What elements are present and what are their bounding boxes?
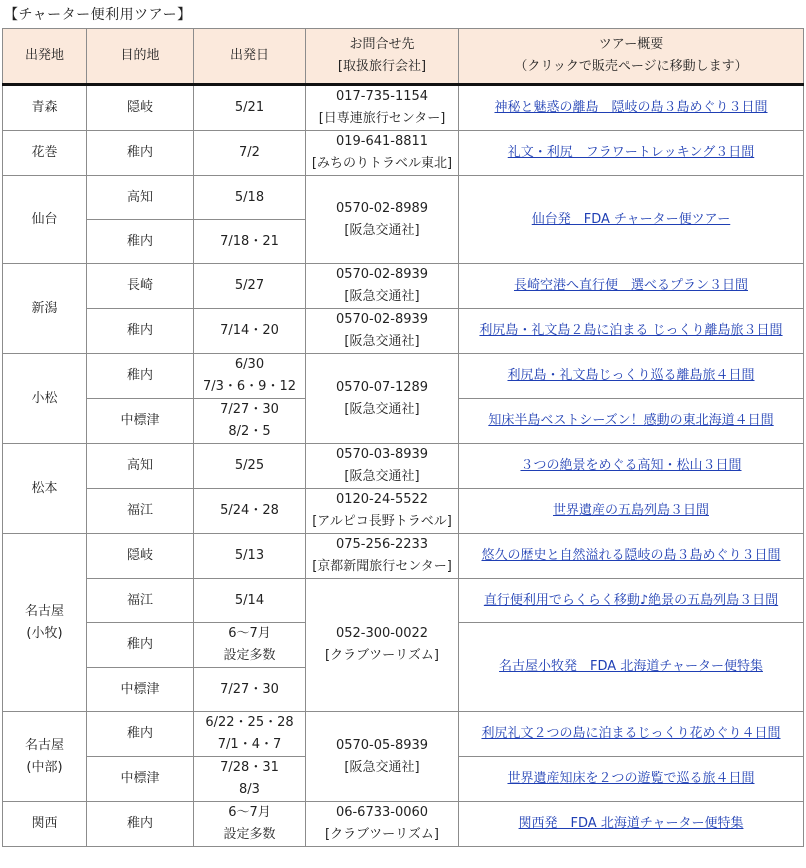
- origin-cell: 松本: [3, 444, 87, 534]
- origin-cell: [3, 712, 87, 802]
- date-cell: [194, 802, 306, 847]
- header-origin: 出発地: [3, 29, 87, 85]
- destination-cell: 稚内: [87, 131, 194, 176]
- date-cell: [194, 399, 306, 444]
- contact-agency: [京都新聞旅行センター]: [312, 559, 452, 574]
- date-cell: [194, 354, 306, 399]
- table-row: [3, 85, 804, 131]
- origin-cell: 青森: [3, 85, 87, 131]
- date-line2: 7/3・6・9・12: [202, 379, 296, 394]
- date-line1: 6/22・25・28: [205, 715, 294, 730]
- contact-tel: 0570-02-8939: [335, 267, 429, 282]
- table-row: [3, 354, 804, 399]
- tour-link[interactable]: 悠久の歴史と自然溢れる隠岐の島３島めぐり３日間: [481, 548, 781, 563]
- tour-cell: [459, 309, 804, 354]
- tour-cell: [459, 579, 804, 623]
- tour-cell: [459, 85, 804, 131]
- destination-cell: 稚内: [87, 712, 194, 757]
- contact-tel: 06-6733-0060: [335, 805, 429, 820]
- destination-cell: 稚内: [87, 623, 194, 668]
- header-contact: [306, 29, 459, 85]
- table-row: [3, 131, 804, 176]
- contact-agency: [日専連旅行センター]: [318, 111, 446, 126]
- date-cell: 5/18: [194, 176, 306, 220]
- table-row: [3, 176, 804, 220]
- destination-cell: 稚内: [87, 220, 194, 264]
- destination-cell: 隠岐: [87, 85, 194, 131]
- table-row: [3, 264, 804, 309]
- tour-cell: [459, 399, 804, 444]
- date-line2: 8/3: [239, 782, 260, 797]
- table-header-row: [3, 29, 804, 85]
- destination-cell: 高知: [87, 176, 194, 220]
- contact-cell: [306, 354, 459, 444]
- date-cell: 7/18・21: [194, 220, 306, 264]
- contact-agency: [クラブツーリズム]: [325, 648, 439, 663]
- destination-cell: 福江: [87, 579, 194, 623]
- tour-cell: [459, 534, 804, 579]
- date-cell: 5/21: [194, 85, 306, 131]
- header-summary-line1: ツアー概要: [598, 37, 664, 52]
- contact-tel: 075-256-2233: [335, 537, 429, 552]
- destination-cell: 中標津: [87, 399, 194, 444]
- tour-link[interactable]: 利尻島・礼文島２島に泊まる じっくり離島旅３日間: [479, 323, 783, 338]
- date-cell: 5/25: [194, 444, 306, 489]
- date-line2: 7/1・4・7: [217, 737, 282, 752]
- tour-cell: [459, 354, 804, 399]
- tour-cell: [459, 757, 804, 802]
- charter-tour-table: [2, 28, 804, 847]
- tour-link[interactable]: 名古屋小牧発 FDA 北海道チャーター便特集: [499, 659, 763, 674]
- tour-link[interactable]: 長崎空港へ直行便 選べるプラン３日間: [513, 278, 748, 293]
- contact-tel: 052-300-0022: [335, 626, 429, 641]
- date-cell: 5/13: [194, 534, 306, 579]
- contact-cell: [306, 264, 459, 309]
- date-line1: 6～7月: [228, 626, 271, 641]
- origin-cell: 小松: [3, 354, 87, 444]
- tour-link[interactable]: 利尻島・礼文島じっくり巡る離島旅４日間: [507, 368, 755, 383]
- destination-cell: 隠岐: [87, 534, 194, 579]
- tour-cell: [459, 623, 804, 712]
- origin-line2: (中部): [26, 759, 63, 775]
- contact-cell: [306, 712, 459, 802]
- contact-cell: [306, 579, 459, 712]
- tour-cell: [459, 264, 804, 309]
- header-summary: [459, 29, 804, 85]
- origin-line2: (小牧): [26, 625, 63, 641]
- header-summary-line2: （クリックで販売ページに移動します）: [514, 59, 748, 74]
- contact-agency: [阪急交通社]: [344, 222, 420, 238]
- contact-cell: [306, 176, 459, 264]
- table-row: [3, 579, 804, 623]
- destination-cell: 福江: [87, 489, 194, 534]
- date-line2: 設定多数: [223, 648, 276, 663]
- header-contact-line2: [取扱旅行会社]: [337, 59, 427, 74]
- contact-cell: [306, 802, 459, 847]
- date-line2: 8/2・5: [228, 424, 271, 439]
- origin-cell: [3, 534, 87, 712]
- origin-line1: 名古屋: [24, 603, 64, 619]
- date-cell: [194, 623, 306, 668]
- origin-cell: 新潟: [3, 264, 87, 354]
- destination-cell: 中標津: [87, 757, 194, 802]
- tour-link[interactable]: 世界遺産の五島列島３日間: [552, 503, 709, 518]
- tour-cell: [459, 489, 804, 534]
- tour-link[interactable]: 直行便利用でらくらく移動♪絶景の五島列島３日間: [483, 592, 779, 608]
- date-line1: 6/30: [234, 357, 265, 372]
- contact-tel: 017-735-1154: [335, 89, 429, 104]
- contact-cell: [306, 85, 459, 131]
- table-row: [3, 534, 804, 579]
- contact-cell: [306, 534, 459, 579]
- date-cell: 7/2: [194, 131, 306, 176]
- contact-cell: [306, 489, 459, 534]
- contact-agency: [阪急交通社]: [344, 401, 420, 417]
- contact-agency: [クラブツーリズム]: [325, 827, 439, 842]
- table-row: [3, 802, 804, 847]
- contact-tel: 0570-05-8939: [335, 737, 429, 753]
- header-contact-line1: お問合せ先: [349, 37, 415, 52]
- contact-tel: 019-641-8811: [335, 134, 429, 149]
- tour-link[interactable]: 仙台発 FDA チャーター便ツアー: [531, 211, 731, 227]
- destination-cell: 長崎: [87, 264, 194, 309]
- tour-link[interactable]: 世界遺産知床を２つの遊覧で巡る旅４日間: [507, 771, 755, 786]
- contact-agency: [阪急交通社]: [344, 469, 420, 484]
- header-destination: 目的地: [87, 29, 194, 85]
- date-line2: 設定多数: [223, 827, 276, 842]
- origin-cell: 関西: [3, 802, 87, 847]
- contact-cell: [306, 309, 459, 354]
- tour-cell: [459, 131, 804, 176]
- tour-link[interactable]: 利尻礼文２つの島に泊まるじっくり花めぐり４日間: [481, 726, 781, 741]
- tour-cell: [459, 712, 804, 757]
- contact-tel: 0570-03-8939: [335, 447, 429, 462]
- destination-cell: 中標津: [87, 668, 194, 712]
- tour-link[interactable]: ３つの絶景をめぐる高知・松山３日間: [520, 458, 742, 473]
- header-date: 出発日: [194, 29, 306, 85]
- tour-cell: [459, 176, 804, 264]
- origin-cell: 仙台: [3, 176, 87, 264]
- date-line1: 6～7月: [228, 805, 271, 820]
- contact-cell: [306, 131, 459, 176]
- destination-cell: 高知: [87, 444, 194, 489]
- contact-agency: [阪急交通社]: [344, 289, 420, 304]
- date-cell: 7/14・20: [194, 309, 306, 354]
- contact-agency: [阪急交通社]: [344, 759, 420, 775]
- date-line1: 7/27・30: [220, 402, 279, 417]
- contact-tel: 0570-07-1289: [335, 379, 429, 395]
- table-row: [3, 489, 804, 534]
- tour-link[interactable]: 関西発 FDA 北海道チャーター便特集: [518, 816, 744, 831]
- tour-link[interactable]: 礼文・利尻 フラワートレッキング３日間: [507, 145, 755, 160]
- contact-agency: [みちのりトラベル東北]: [311, 156, 453, 171]
- destination-cell: 稚内: [87, 354, 194, 399]
- contact-cell: [306, 444, 459, 489]
- date-line1: 7/28・31: [220, 760, 279, 775]
- date-cell: [194, 712, 306, 757]
- origin-line1: 名古屋: [24, 737, 64, 753]
- contact-tel: 0570-02-8939: [335, 312, 429, 327]
- destination-cell: 稚内: [87, 309, 194, 354]
- contact-tel: 0120-24-5522: [335, 492, 429, 507]
- date-cell: 5/27: [194, 264, 306, 309]
- date-cell: 5/14: [194, 579, 306, 623]
- tour-link[interactable]: 知床半島ベストシーズン！感動の東北海道４日間: [488, 413, 774, 428]
- contact-agency: [阪急交通社]: [344, 334, 420, 349]
- date-cell: 5/24・28: [194, 489, 306, 534]
- table-row: [3, 712, 804, 757]
- contact-tel: 0570-02-8989: [335, 200, 429, 216]
- destination-cell: 稚内: [87, 802, 194, 847]
- page-title: 【チャーター便利用ツアー】: [4, 7, 192, 23]
- tour-link[interactable]: 神秘と魅惑の離島 隠岐の島３島めぐり３日間: [494, 100, 768, 115]
- origin-cell: 花巻: [3, 131, 87, 176]
- tour-cell: [459, 444, 804, 489]
- contact-agency: [アルピコ長野トラベル]: [312, 514, 452, 529]
- date-cell: 7/27・30: [194, 668, 306, 712]
- tour-cell: [459, 802, 804, 847]
- table-row: [3, 444, 804, 489]
- table-row: [3, 309, 804, 354]
- date-cell: [194, 757, 306, 802]
